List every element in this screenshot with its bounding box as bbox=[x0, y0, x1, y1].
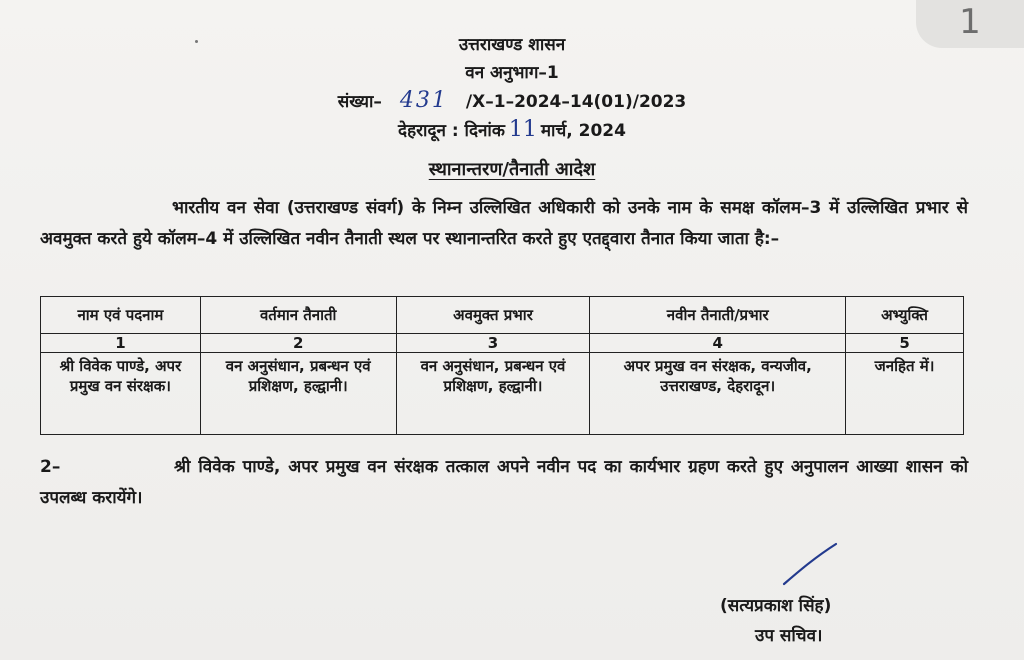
cell-officer-name: श्री विवेक पाण्डे, अपर प्रमुख वन संरक्षक। bbox=[41, 353, 201, 435]
order-title-text: स्थानान्तरण/तैनाती आदेश bbox=[428, 159, 596, 180]
order-paragraph-2 bbox=[40, 452, 968, 514]
cell-relieved-charge: वन अनुसंधान, प्रबन्धन एवं प्रशिक्षण, हल्द्वानी। bbox=[396, 353, 590, 435]
cell-current-posting: वन अनुसंधान, प्रबन्धन एवं प्रशिक्षण, हल्द्वानी। bbox=[200, 353, 396, 435]
number-suffix: /X–1–2024–14(01)/2023 bbox=[465, 92, 687, 112]
table-header-row bbox=[41, 297, 964, 334]
department-section: वन अनुभाग–1 bbox=[465, 63, 559, 83]
order-paragraph-1: भारतीय वन सेवा (उत्तराखण्ड संवर्ग) के निम्न उल्लिखित अधिकारी को उनके नाम के समक्ष कॉलम–3 में उल्लिखित प्रभार से अवमुक्त करते हुये कॉलम–4 में उल्लिखित नवीन तैनाती स्थल पर स्थानान्तरित करते हुए एतद्द्वारा तैनात किया जाता है:– bbox=[40, 198, 968, 249]
letter-number-line bbox=[0, 88, 1024, 113]
header-remarks: अभ्युक्ति bbox=[846, 297, 964, 334]
column-number: 3 bbox=[396, 334, 590, 353]
date-prefix: देहरादून : दिनांक bbox=[398, 121, 505, 141]
date-suffix: मार्च, 2024 bbox=[540, 121, 626, 141]
government-name: उत्तराखण्ड शासन bbox=[458, 35, 566, 55]
column-number: 5 bbox=[846, 334, 964, 353]
cell-new-posting: अपर प्रमुख वन संरक्षक, वन्यजीव, उत्तराखण्ड, देहरादून। bbox=[590, 353, 846, 435]
signature-stroke bbox=[780, 540, 840, 590]
header-current-posting: वर्तमान तैनाती bbox=[200, 297, 396, 334]
signatory-name: (सत्यप्रकाश सिंह) bbox=[720, 596, 832, 616]
order-title bbox=[0, 157, 1024, 181]
paragraph-number: 2– bbox=[40, 457, 61, 477]
date-line bbox=[0, 117, 1024, 142]
cell-remarks: जनहित में। bbox=[846, 353, 964, 435]
header-relieved-charge: अवमुक्त प्रभार bbox=[396, 297, 590, 334]
number-label: संख्या– bbox=[337, 92, 382, 112]
posting-table bbox=[40, 296, 964, 435]
column-number: 1 bbox=[41, 334, 201, 353]
column-number: 4 bbox=[590, 334, 846, 353]
signatory-designation: उप सचिव। bbox=[755, 626, 823, 646]
page-number-badge: 1 bbox=[916, 0, 1024, 48]
header-new-posting: नवीन तैनाती/प्रभार bbox=[590, 297, 846, 334]
column-number: 2 bbox=[200, 334, 396, 353]
paragraph-2-text: श्री विवेक पाण्डे, अपर प्रमुख वन संरक्षक तत्काल अपने नवीन पद का कार्यभार ग्रहण करते हुए अनुपालन आख्या शासन को उपलब्ध करायेंगे। bbox=[40, 457, 968, 508]
header-name-designation: नाम एवं पदनाम bbox=[41, 297, 201, 334]
handwritten-number: 431 bbox=[399, 88, 448, 113]
handwritten-date-day: 11 bbox=[508, 117, 537, 142]
column-number-row bbox=[41, 334, 964, 353]
table-row bbox=[41, 353, 964, 435]
